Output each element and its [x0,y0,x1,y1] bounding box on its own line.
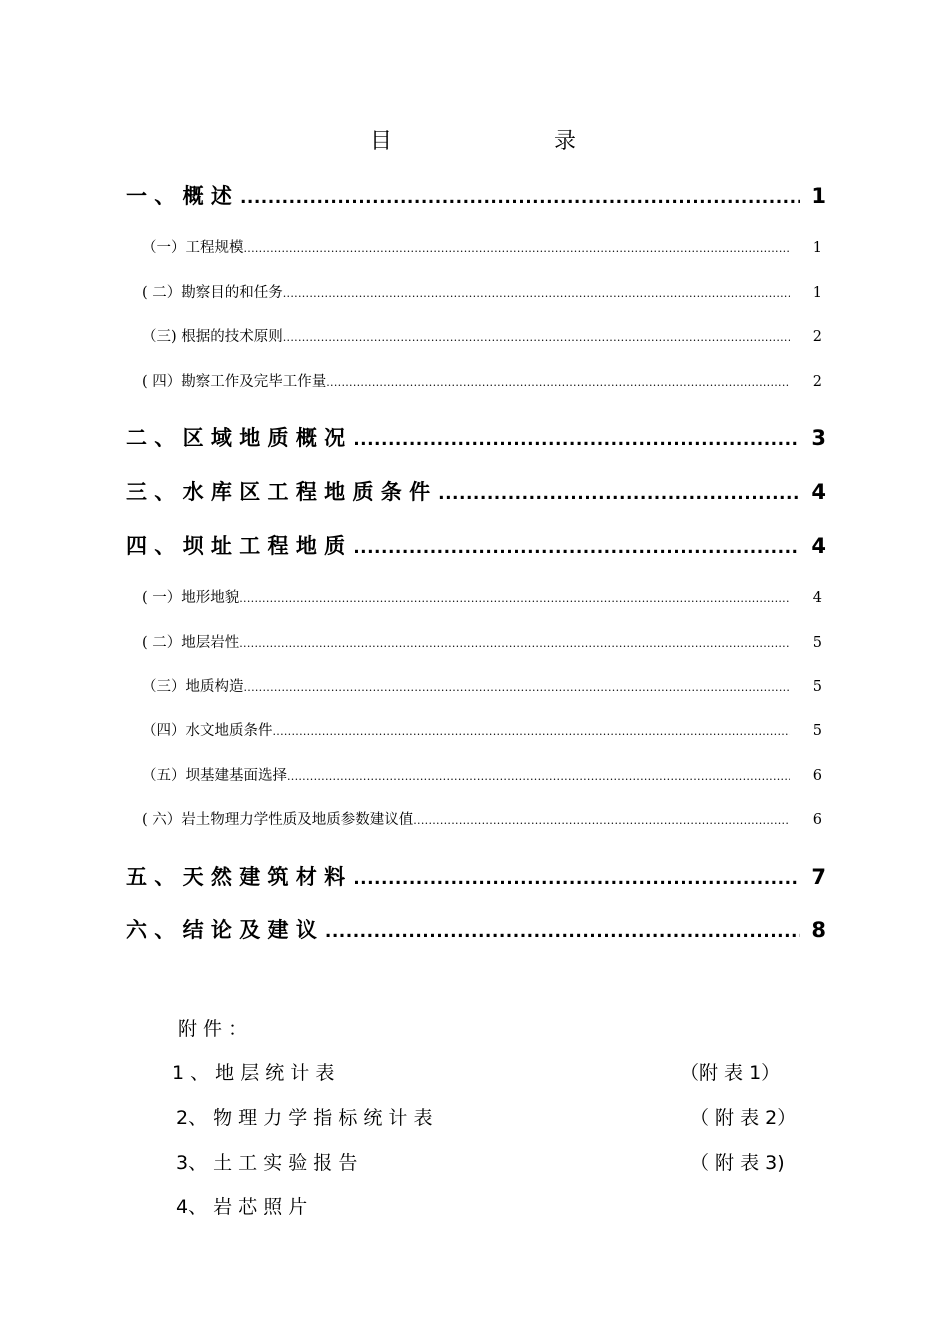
toc-entry-page: 4 [811,480,826,504]
toc-entry-page: 3 [811,426,826,450]
toc-entry[interactable] [0,180,950,210]
toc-entry[interactable] [0,861,950,891]
annex-item-ref: （ 附 表 3) [690,1152,785,1174]
annex-item-ref: （ 附 表 2） [690,1107,797,1129]
toc-subentry-page: 5 [812,679,822,695]
toc-subentry[interactable] [0,764,950,785]
toc-entry-page: 1 [811,184,826,208]
toc-subentry[interactable] [0,325,950,346]
toc-leader [283,331,790,344]
toc-subentry-label: ( 二）勘察目的和任务 [142,285,283,301]
toc-entry[interactable] [0,422,950,452]
annex-item-label: 2、 物 理 力 学 指 标 统 计 表 [176,1107,433,1129]
toc-subentry-label: ( 二）地层岩性 [142,635,240,651]
toc-entry[interactable] [0,914,950,944]
toc-subentry-page: 5 [812,635,822,651]
toc-leader [438,484,800,504]
toc-leader [240,188,800,208]
toc-entry-label: 三 、 水 库 区 工 程 地 质 条 件 [126,480,431,504]
toc-subentry-page: 6 [812,768,822,784]
toc-leader [353,538,800,558]
toc-entry[interactable] [0,530,950,560]
toc-entry-label: 一 、 概 述 [126,184,232,208]
toc-subentry-label: （五）坝基建基面选择 [142,768,287,784]
toc-subentry[interactable] [0,675,950,696]
annex-item-label: 4、 岩 芯 照 片 [176,1196,308,1218]
toc-subentry-page: 1 [812,285,822,301]
toc-subentry[interactable] [0,631,950,652]
toc-title-left: 目 [370,129,393,154]
toc-leader [325,922,800,942]
toc-leader [283,287,790,300]
toc-subentry-page: 1 [812,240,822,256]
toc-subentry-page: 5 [812,723,822,739]
toc-leader [273,725,791,738]
toc-entry-page: 7 [811,865,826,889]
toc-subentry-label: （一）工程规模 [142,240,244,256]
toc-leader [287,770,790,783]
toc-subentry-page: 4 [812,590,822,606]
toc-leader [239,637,790,650]
toc-subentry-label: ( 六）岩土物理力学性质及地质参数建议值 [142,812,414,828]
toc-subentry[interactable] [0,236,950,257]
toc-leader [244,242,791,255]
annex-item-label: 1 、 地 层 统 计 表 [172,1062,335,1084]
toc-leader [413,814,790,827]
toc-entry-label: 四 、 坝 址 工 程 地 质 [126,534,346,558]
toc-entry-label: 二 、 区 域 地 质 概 况 [126,426,346,450]
toc-leader [326,376,790,389]
annex-heading: 附 件 ： [178,1018,248,1040]
toc-title-right: 录 [554,129,577,154]
toc-subentry[interactable] [0,719,950,740]
toc-subentry-label: （三) 根据的技术原则 [142,329,283,345]
toc-subentry-label: （四）水文地质条件 [142,723,273,739]
toc-entry[interactable] [0,476,950,506]
toc-leader [239,592,790,605]
toc-subentry-label: ( 四）勘察工作及完毕工作量 [142,374,327,390]
annex-item-ref: （附 表 1） [680,1062,781,1084]
toc-leader [353,869,800,889]
toc-leader [353,430,800,450]
annex-item-label: 3、 土 工 实 验 报 告 [176,1152,358,1174]
toc-entry-label: 六 、 结 论 及 建 议 [126,918,317,942]
toc-subentry-label: （三）地质构造 [142,679,244,695]
toc-entry-page: 4 [811,534,826,558]
toc-entry-page: 8 [811,918,826,942]
toc-entry-label: 五 、 天 然 建 筑 材 料 [126,865,346,889]
toc-subentry[interactable] [0,281,950,302]
toc-subentry[interactable] [0,808,950,829]
toc-leader [244,681,791,694]
toc-subentry-page: 6 [812,812,822,828]
toc-subentry-label: ( 一）地形地貌 [142,590,240,606]
toc-subentry-page: 2 [812,329,822,345]
toc-subentry-page: 2 [812,374,822,390]
toc-subentry[interactable] [0,370,950,391]
toc-subentry[interactable] [0,586,950,607]
